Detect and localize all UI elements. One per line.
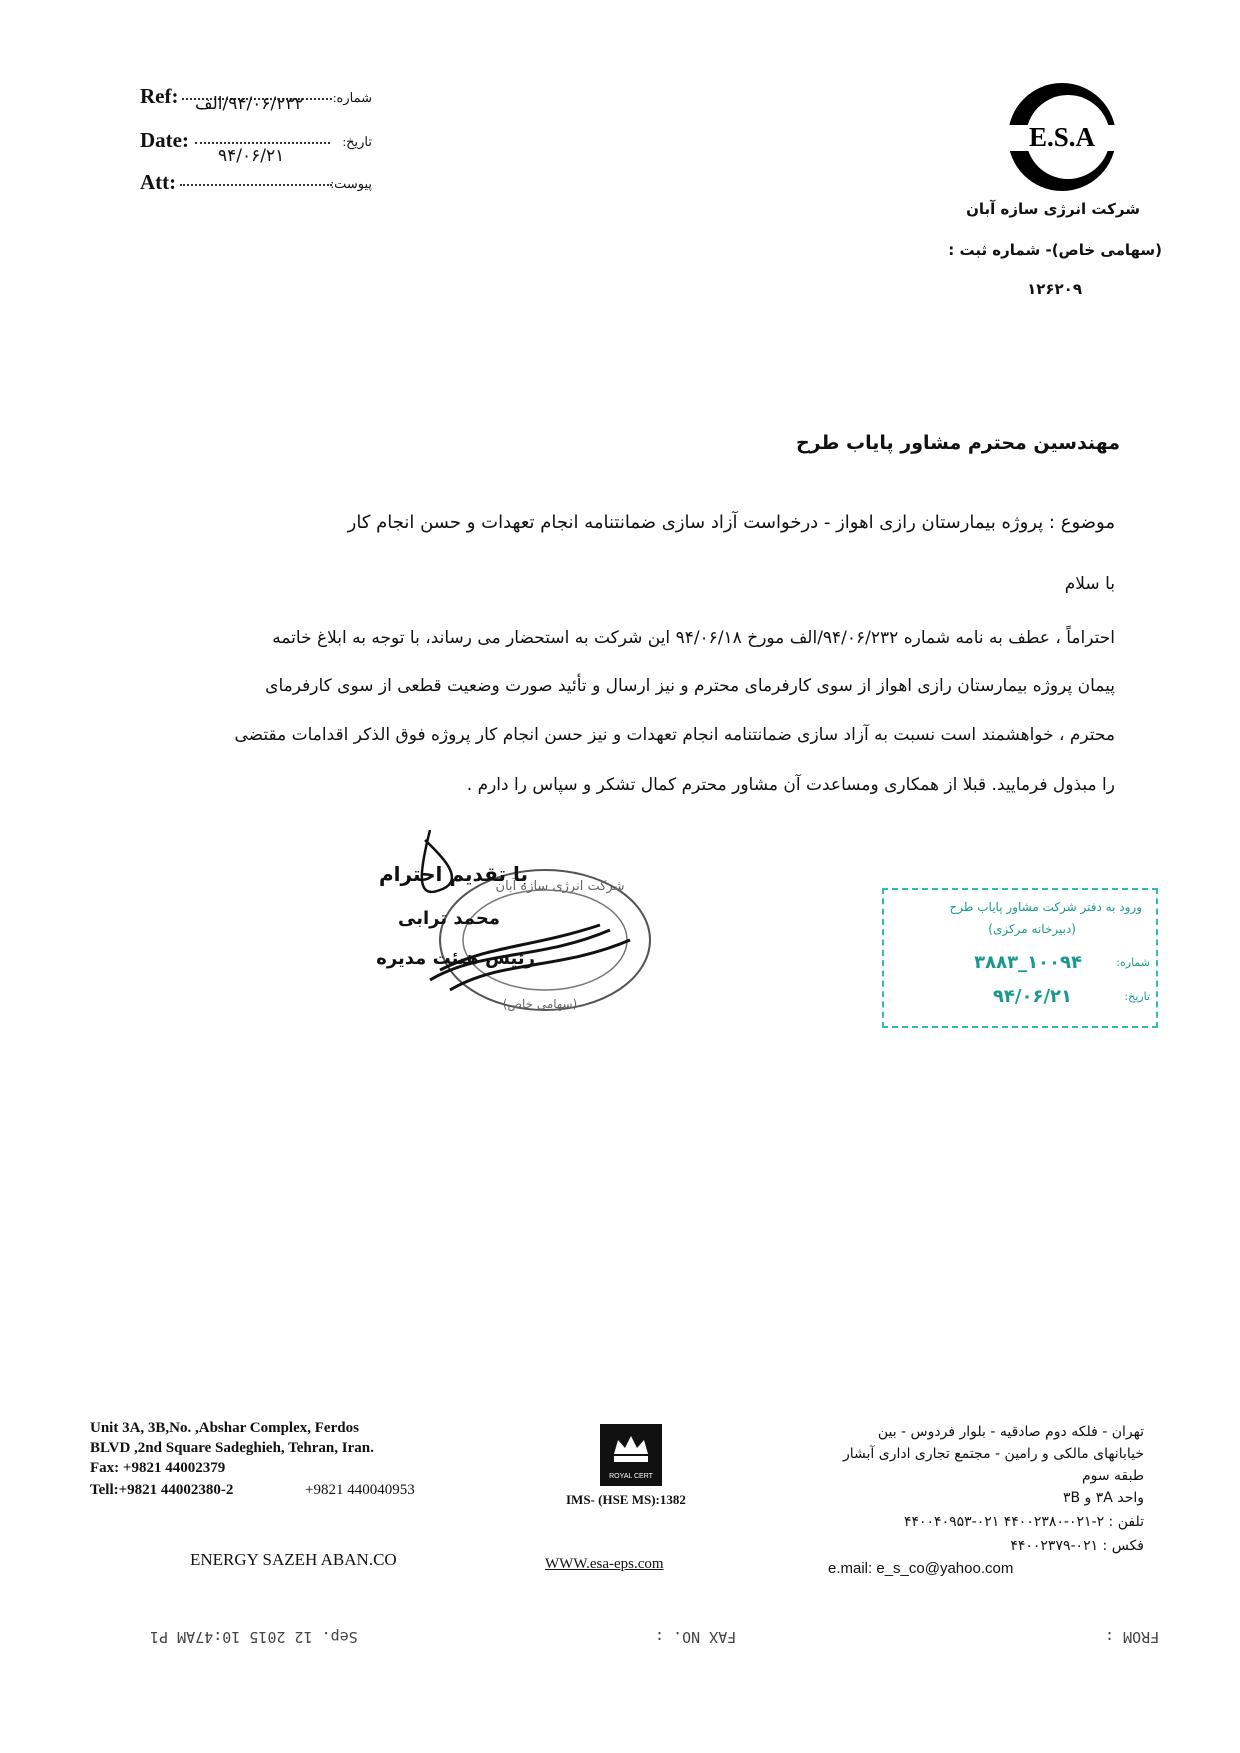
logo-text: E.S.A: [1028, 122, 1096, 152]
company-type: (سهامی خاص)- شماره ثبت :: [948, 241, 1162, 259]
website-link[interactable]: WWW.esa-eps.com: [545, 1556, 664, 1572]
fax-timestamp: Sep. 12 2015 10:47AM P1: [150, 1628, 358, 1646]
royal-cert-logo: [600, 1424, 662, 1486]
footer-fa-fax: فکس : ۰۲۱-۴۴۰۰۲۳۷۹: [1010, 1538, 1144, 1554]
body-line-4: را مبذول فرمایید. قبلا از همکاری ومساعدت آن مشاور محترم کمال تشکر و سپاس را دارم .: [466, 775, 1115, 795]
company-reg-number: ۱۲۶۲۰۹: [1027, 280, 1082, 298]
att-dots: [180, 184, 332, 186]
company-name: شرکت انرژی سازه آبان: [966, 200, 1140, 218]
company-seal: [410, 830, 660, 1030]
recv-number-label: شماره:: [1116, 956, 1150, 969]
date-value: ۹۴/۰۶/۲۱: [218, 146, 285, 166]
closing-text: با تقدیم احترام: [379, 862, 528, 886]
att-fa-label: پیوست:: [330, 176, 372, 191]
footer-en-address-1: Unit 3A, 3B,No. ,Abshar Complex, Ferdos: [90, 1420, 359, 1436]
seal-text: شرکت انرژی سازه آبان: [495, 879, 625, 894]
ref-value: ۹۴/۰۶/۲۳۲/الف: [195, 94, 304, 114]
cert-text: IMS- (HSE MS):1382: [566, 1492, 686, 1507]
footer-en-company: ENERGY SAZEH ABAN.CO: [190, 1550, 397, 1569]
footer-fa-tel: تلفن : ۲-۰۲۱-۴۴۰۰۲۳۸۰ ۰۲۱-۴۴۰۰۴۰۹۵۳: [903, 1514, 1144, 1530]
footer-fa-address-4: واحد ۳A و ۳B: [1062, 1490, 1144, 1506]
fax-from: FROM :: [1105, 1628, 1160, 1646]
footer-en-address-2: BLVD ,2nd Square Sadeghieh, Tehran, Iran.: [90, 1440, 374, 1456]
footer-en-fax: Fax: +9821 44002379: [90, 1460, 226, 1476]
footer-en-tel: Tell:+9821 44002380-2: [90, 1482, 234, 1498]
ref-label: Ref:: [140, 84, 179, 108]
received-stamp: [882, 888, 1158, 1028]
date-row: [140, 128, 380, 166]
fax-number: FAX NO. :: [655, 1628, 737, 1646]
footer-email: e.mail: e_s_co@yahoo.com: [828, 1560, 1014, 1577]
recv-number-value: ۱۰۰۹۴_۳۸۸۳: [974, 952, 1082, 973]
att-row: [140, 170, 380, 200]
signer-title: رئیس هیئت مدیره: [376, 948, 535, 969]
body-line-3: محترم ، خواهشمند است نسبت به آزاد سازی ضمانتنامه انجام تعهدات و نیز حسن انجام کار پروژه فوق الذکر اقدامات مقتضی: [234, 725, 1115, 745]
subject-line: موضوع : پروژه بیمارستان رازی اهواز - درخواست آزاد سازی ضمانتنامه انجام تعهدات و حسن انجام کار: [347, 512, 1115, 533]
footer-fa-address-2: خیابانهای مالکی و رامین - مجتمع تجاری اداری آبشار: [842, 1446, 1144, 1462]
date-label: Date:: [140, 128, 189, 152]
recv-subtitle: (دبیرخانه مرکزی): [988, 922, 1076, 936]
greeting: با سلام: [1064, 574, 1115, 594]
date-fa-label: تاریخ:: [342, 134, 372, 149]
recv-title: ورود به دفتر شرکت مشاور پایاب طرح: [949, 900, 1142, 914]
seal-sub: (سهامی خاص): [502, 997, 578, 1011]
recv-date-value: ۹۴/۰۶/۲۱: [992, 986, 1072, 1007]
cert-logo-text: ROYAL CERT: [609, 1473, 653, 1480]
footer-fa-address-3: طبقه سوم: [1081, 1468, 1144, 1484]
date-dots: [195, 142, 330, 144]
body-line-2: پیمان پروژه بیمارستان رازی اهواز از سوی کارفرمای محترم و نیز ارسال و تأئید صورت وضعیت قطعی از سوی کارفرمای: [265, 676, 1115, 696]
ref-row: [140, 84, 380, 114]
att-label: Att:: [140, 170, 177, 194]
body-line-1: احتراماً ، عطف به نامه شماره ۹۴/۰۶/۲۳۲/الف مورخ ۹۴/۰۶/۱۸ این شرکت به استحضار می رساند، با توجه به ابلاغ خاتمه: [272, 628, 1115, 648]
company-logo: [1005, 80, 1120, 195]
ref-fa-label: شماره:: [332, 90, 372, 105]
signer-name: محمد ترابی: [398, 908, 500, 929]
footer-fa-address-1: تهران - فلکه دوم صادقیه - بلوار فردوس - بین: [877, 1424, 1144, 1440]
recv-date-label: تاریخ:: [1124, 990, 1150, 1003]
footer-en-tel2: +9821 440040953: [305, 1482, 415, 1498]
recipient: مهندسین محترم مشاور پایاب طرح: [795, 432, 1120, 454]
